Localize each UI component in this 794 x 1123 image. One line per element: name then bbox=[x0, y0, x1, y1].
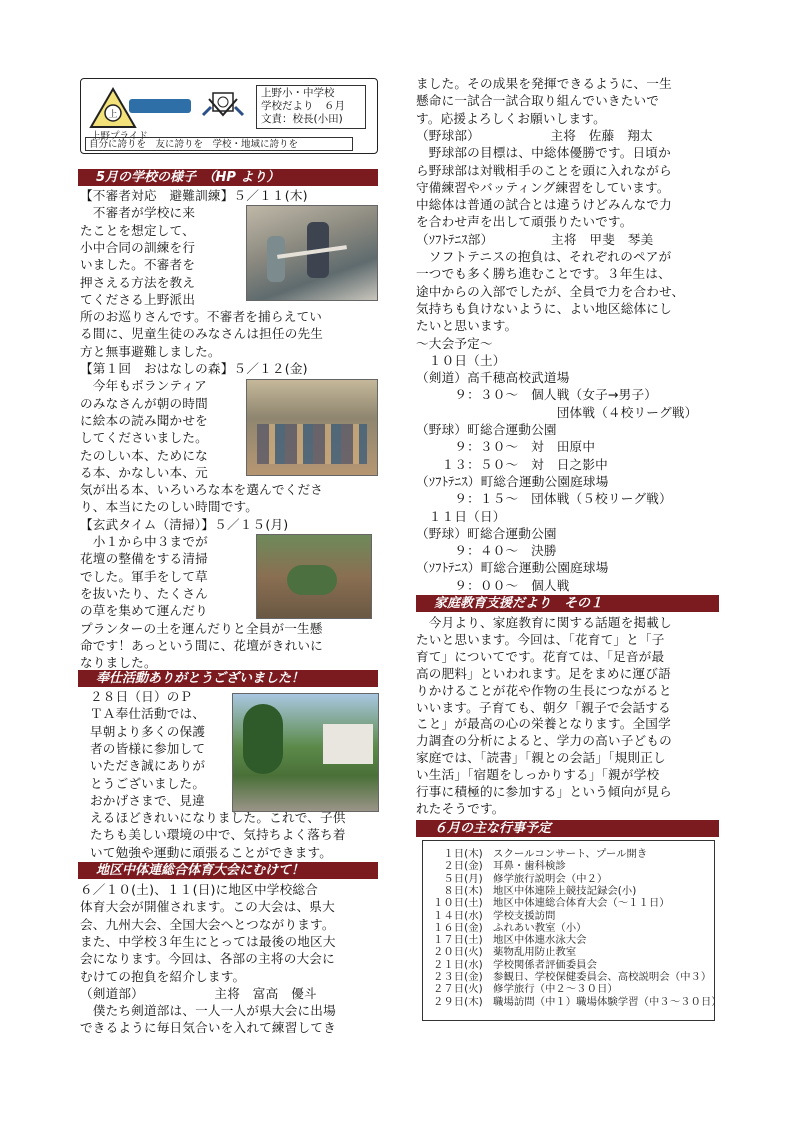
body-text-line: 家庭では、「読書」「親との会話」「規則正し bbox=[416, 750, 666, 766]
body-text-line: 守備練習やバッティング練習をしています。 bbox=[416, 179, 670, 195]
body-text-line: ６／１０(土)、１１(日)に地区中学校総合 bbox=[80, 882, 318, 897]
body-text-line: 【玄武タイム（清掃）】５／１５(月) bbox=[80, 516, 289, 532]
photo-drill bbox=[246, 205, 378, 301]
schedule-row: ２３日(金) 参観日、学校保健委員会、高校説明会（中３） bbox=[433, 971, 712, 983]
body-text-line: いました。不審者を bbox=[80, 257, 196, 273]
body-text-line: たいと思います。 bbox=[416, 318, 518, 334]
schedule-row: ２１日(水) 学校関係者評価委員会 bbox=[433, 958, 597, 971]
body-text-line: 【不審者対応 避難訓練】５／１１(木) bbox=[80, 188, 308, 203]
body-text-line: とうございました。 bbox=[90, 775, 206, 791]
schedule-row: ２日(金) 耳鼻・歯科検診 bbox=[433, 860, 566, 873]
body-text-line: （野球）町総合運動公園 bbox=[416, 525, 557, 541]
body-text-line: （剣道）高千穂高校武道場 bbox=[416, 370, 570, 386]
body-text-line: れたそうです。 bbox=[416, 800, 505, 816]
body-text-line: 所のお巡りさんです。不審者を捕らえてい bbox=[80, 309, 323, 325]
section-header-june-events: ６月の主な行事予定 bbox=[416, 820, 719, 837]
body-text-line: 不審者が学校に来 bbox=[80, 205, 196, 221]
body-text-line: （野球）町総合運動公園 bbox=[416, 422, 557, 437]
body-text-line: 会になります。今回は、各部の主将の大会に bbox=[80, 951, 335, 967]
schedule-row: ２９日(木) 職場訪問（中１）職場体験学習（中３～３０日） bbox=[433, 995, 722, 1008]
pride-label: 上野プライド bbox=[91, 131, 148, 142]
body-text-line: 中総体は普通の試合とは違うけどみんなで力 bbox=[416, 197, 672, 213]
school-motto: 自分に誇りを 友に誇りを 学校・地域に誇りを bbox=[85, 137, 353, 151]
body-text-line: こと」が最高の心の栄養となります。全国学 bbox=[416, 716, 671, 732]
body-text-line: いて勉強や運動に頑張ることができます。 bbox=[90, 844, 333, 860]
body-text-line: たことを想定して、 bbox=[80, 222, 195, 238]
section-header-volunteer: 奉仕活動ありがとうございました！ bbox=[78, 670, 378, 687]
body-text-line: 団体戦（４校リーグ戦） bbox=[416, 404, 698, 420]
body-text-line: い生活」「宿題をしっかりする」「親が学校 bbox=[416, 767, 660, 783]
body-text-line: ～大会予定～ bbox=[416, 335, 493, 351]
body-text-line: １１日（日） bbox=[416, 508, 506, 524]
body-text-line: 気持ちも負けないように、よい地区総体にし bbox=[416, 300, 672, 316]
june-schedule-box bbox=[422, 840, 722, 1021]
schedule-row: １７日(土) 地区中体連水泳大会 bbox=[433, 934, 587, 947]
schedule-row: ８日(木) 地区中体連陸上競技記録会(小) bbox=[433, 884, 637, 897]
body-text-line: ソフトテニスの抱負は、それぞれのペアが bbox=[416, 249, 672, 264]
body-text-line: に絵本の読み聞かせを bbox=[80, 412, 208, 428]
body-text-line: むけての抱負を紹介します。 bbox=[80, 968, 246, 984]
body-text-line: （ｿﾌﾄﾃﾆｽ）町総合運動公園庭球場 bbox=[416, 473, 609, 489]
newsletter-line: 学校だより ６月 bbox=[261, 100, 345, 112]
body-text-line: ＴＡ奉仕活動では、 bbox=[90, 706, 206, 722]
body-text-line: また、中学校３年生にとっては最後の地区大 bbox=[80, 933, 336, 949]
body-text-line: 早朝より多くの保護 bbox=[90, 723, 206, 739]
body-text-line: 懸命に一試合一試合取り組んでいきたいで bbox=[416, 93, 660, 109]
body-text-line: ９：３０～ 対 田原中 bbox=[416, 439, 596, 455]
section-header-may-school: 5月の学校の様子 （HP より） bbox=[78, 169, 378, 186]
body-text-line: ９：４０～ 決勝 bbox=[416, 543, 557, 559]
masthead-info-box bbox=[256, 85, 366, 129]
schedule-row: ２０日(火) 薬物乱用防止教室 bbox=[433, 946, 577, 959]
newsletter-title-banner bbox=[129, 99, 191, 113]
body-text-line: 今年もボランティア bbox=[80, 378, 207, 394]
schedule-row: ５日(月) 修学旅行説明会（中２） bbox=[433, 872, 608, 885]
body-text-line: 押さえる方法を教え bbox=[80, 274, 196, 290]
photo-volunteer bbox=[232, 693, 379, 812]
body-text-line: ら野球部は対戦相手のことを頭に入れながら bbox=[416, 162, 672, 178]
schedule-row: １日(木) スクールコンサート、プール開き bbox=[433, 848, 648, 860]
body-text-line: プランターの土を運んだりと全員が一生懸 bbox=[80, 620, 323, 636]
body-text-line: 育て」についてです。花育ては、「足音が最 bbox=[416, 648, 665, 664]
body-text-line: ９：１５～ 団体戦（５校リーグ戦） bbox=[416, 491, 672, 507]
schedule-row: １６日(金) ふれあい教室（小） bbox=[433, 921, 587, 934]
body-text-line: のみなさんが朝の時間 bbox=[80, 395, 208, 411]
body-text-line: 体育大会が開催されます。この大会は、県大 bbox=[80, 899, 335, 915]
body-text-line: 途中からの入部でしたが、全員で力を合わせ、 bbox=[416, 283, 685, 299]
photo-cleaning bbox=[256, 534, 372, 619]
body-text-line: ９：３０～ 個人戦（女子→男子） bbox=[416, 387, 658, 403]
body-text-line: 命です！あっという間に、花壇がきれいに bbox=[80, 637, 323, 653]
author-line: 文責：校長(小田) bbox=[261, 113, 343, 125]
body-text-line: 野球部の目標は、中総体優勝です。日頃か bbox=[416, 145, 671, 161]
body-text-line: たのしい本、ためにな bbox=[80, 447, 208, 463]
body-text-line: 行事に積極的に参加する」という傾向が見ら bbox=[416, 784, 672, 799]
body-text-line: る間に、児童生徒のみなさんは担任の先生 bbox=[80, 326, 324, 342]
body-text-line: たいと思います。今回は、「花育て」と「子 bbox=[416, 631, 665, 647]
body-text-line: 会、九州大会、全国大会へとつながります。 bbox=[80, 916, 335, 932]
body-text-line: の草を集めて運んだり bbox=[80, 603, 208, 619]
body-text-line: 【第１回 おはなしの森】５／１２(金) bbox=[80, 361, 308, 376]
body-text-line: を合わせ声を出して頑張りたいです。 bbox=[416, 214, 633, 230]
schedule-row: １４日(水) 学校支援訪問 bbox=[433, 909, 556, 922]
mascot-icon bbox=[199, 85, 249, 129]
body-text-line: （ｿﾌﾄﾃﾆｽ）町総合運動公園庭球場 bbox=[416, 560, 609, 576]
body-text-line: 気が出る本、いろいろな本を選んでくださ bbox=[80, 482, 324, 498]
body-text-line: 僕たち剣道部は、一人一人が県大会に出場 bbox=[80, 1003, 336, 1019]
section-header-tournament: 地区中体連総合体育大会にむけて！ bbox=[78, 862, 378, 879]
body-text-line: ９：００～ 個人戦 bbox=[416, 577, 570, 593]
body-text-line: いいます。子育ても、朝夕「親子で会話する bbox=[416, 699, 671, 715]
body-text-line: えるほどきれいになりました。これで、子供 bbox=[90, 810, 346, 826]
body-text-line: たちも美しい環境の中で、気持ちよく落ち着 bbox=[90, 827, 346, 843]
body-text-line: でした。軍手をして草 bbox=[80, 568, 208, 584]
schedule-row: ２７日(火) 修学旅行（中２～３０日） bbox=[433, 983, 618, 996]
body-text-line: 小１から中３までが bbox=[80, 534, 208, 549]
body-text-line: ました。その成果を発揮できるように、一生 bbox=[416, 76, 672, 91]
body-text-line: 方と無事避難しました。 bbox=[80, 343, 221, 359]
body-text-line: いただき誠にありが bbox=[90, 758, 206, 774]
body-text-line: 者の皆様に参加して bbox=[90, 740, 206, 756]
body-text-line: （ｿﾌﾄﾃﾆｽ部） 主将 甲斐 琴美 bbox=[416, 231, 654, 247]
body-text-line: 小中合同の訓練を行 bbox=[80, 239, 196, 255]
school-line: 上野小・中学校 bbox=[261, 87, 335, 99]
body-text-line: できるように毎日気合いを入れて練習してき bbox=[80, 1020, 336, 1036]
body-text-line: １３：５０～ 対 日之影中 bbox=[416, 456, 608, 472]
body-text-line: （野球部） 主将 佐藤 翔太 bbox=[416, 127, 653, 143]
body-text-line: り、本当にたのしい時間です。 bbox=[80, 499, 259, 515]
body-text-line: 今月より、家庭教育に関する話題を掲載し bbox=[416, 615, 672, 630]
body-text-line: 花壇の整備をする清掃 bbox=[80, 551, 208, 567]
body-text-line: １０日（土） bbox=[416, 352, 506, 368]
body-text-line: てくださる上野派出 bbox=[80, 291, 196, 307]
body-text-line: ２８日（日）のＰ bbox=[90, 689, 193, 704]
body-text-line: 高の肥料」といわれます。足をまめに運び語 bbox=[416, 665, 671, 681]
body-text-line: してくださいました。 bbox=[80, 430, 208, 446]
body-text-line: を抜いたり、たくさん bbox=[80, 585, 208, 601]
body-text-line: 力調査の分析によると、学力の高い子どもの bbox=[416, 733, 672, 749]
body-text-line: 一つでも多く勝ち進むことです。３年生は、 bbox=[416, 266, 671, 282]
photo-storytelling bbox=[246, 379, 378, 476]
masthead bbox=[80, 78, 378, 154]
body-text-line: （剣道部） 主将 富高 優斗 bbox=[80, 985, 317, 1001]
body-text-line: す。応援よろしくお願いします。 bbox=[416, 110, 606, 126]
body-text-line: なりました。 bbox=[80, 655, 157, 671]
svg-text:上: 上 bbox=[108, 110, 118, 120]
section-header-family-education: 家庭教育支援だより その１ bbox=[416, 595, 719, 612]
body-text-line: る本、かなしい本、元 bbox=[80, 464, 208, 480]
body-text-line: おかげさまで、見違 bbox=[90, 792, 205, 808]
schedule-row: １０日(土) 地区中体連総合体育大会（～１１日） bbox=[433, 897, 670, 910]
body-text-line: りかけることが花や作物の生長につながると bbox=[416, 682, 672, 698]
